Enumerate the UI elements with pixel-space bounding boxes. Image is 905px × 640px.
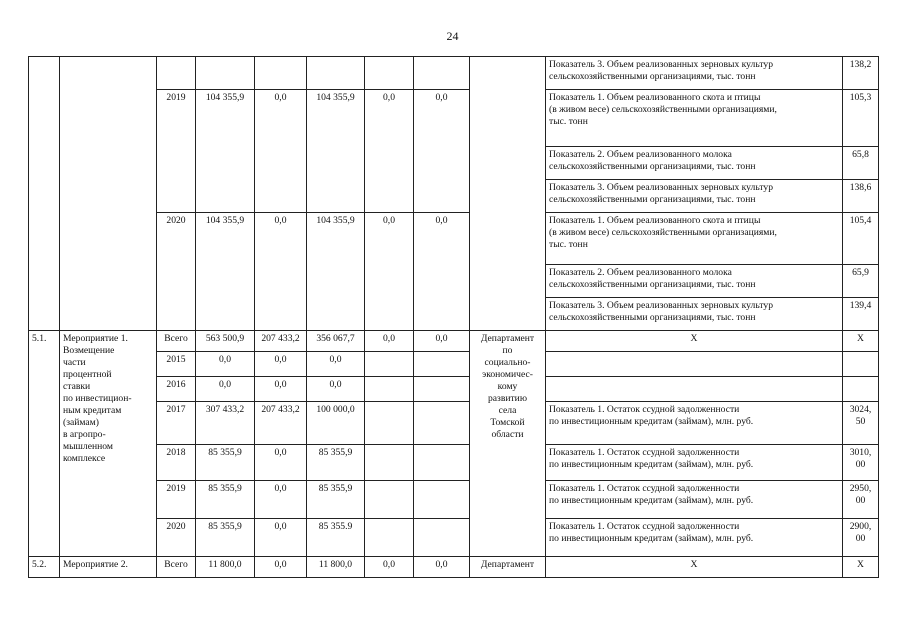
indicator-cell: Показатель 1. Остаток ссудной задолженности по инвестиционным кредитам (займам), млн. руб. (546, 402, 843, 445)
executor-cell: Департамент (470, 557, 546, 578)
loc-cell (365, 481, 414, 519)
total-cell: 85 355,9 (196, 445, 255, 481)
total-cell: 11 800,0 (196, 557, 255, 578)
num-cell (29, 57, 60, 331)
reg-cell: 85 355,9 (307, 481, 365, 519)
indicator-cell: Показатель 1. Остаток ссудной задолженности по инвестиционным кредитам (займам), млн. руб. (546, 519, 843, 557)
reg-cell: 11 800,0 (307, 557, 365, 578)
indicator-cell: Показатель 3. Объем реализованных зерновых культур сельскохозяйственными организациями, тыс. тонн (546, 180, 843, 213)
ext-cell: 0,0 (414, 213, 470, 331)
loc-cell: 0,0 (365, 557, 414, 578)
value-cell: 65,8 (843, 147, 879, 180)
measure-number: 5.2. (29, 557, 60, 578)
value-cell: 138,6 (843, 180, 879, 213)
indicator-cell: Показатель 1. Остаток ссудной задолженности по инвестиционным кредитам (займам), млн. руб. (546, 445, 843, 481)
year-cell: 2020 (157, 213, 196, 331)
total-cell: 85 355,9 (196, 519, 255, 557)
indicator-cell (546, 352, 843, 377)
total-cell: 0,0 (196, 352, 255, 377)
ext-cell (414, 352, 470, 377)
reg-cell: 104 355,9 (307, 90, 365, 213)
measure-name: Мероприятие 1. Возмещение части процентной ставки по инвестицион- ным кредитам (займам) в агропро- мышленном комплексе (60, 331, 157, 557)
reg-cell: 100 000,0 (307, 402, 365, 445)
value-cell: 2950, 00 (843, 481, 879, 519)
indicator-cell (546, 377, 843, 402)
loc-cell (365, 402, 414, 445)
year-cell (157, 57, 196, 90)
indicator-cell: Показатель 2. Объем реализованного молока сельскохозяйственными организациями, тыс. тонн (546, 147, 843, 180)
loc-cell: 0,0 (365, 213, 414, 331)
total-cell (196, 57, 255, 90)
total-cell: 85 355,9 (196, 481, 255, 519)
reg-cell: 85 355,9 (307, 445, 365, 481)
indicator-cell: Показатель 1. Объем реализованного скота и птицы (в живом весе) сельскохозяйственными организациями, тыс. тонн (546, 213, 843, 265)
loc-cell (365, 377, 414, 402)
indicator-cell: Х (546, 557, 843, 578)
year-cell: 2019 (157, 481, 196, 519)
reg-cell (307, 57, 365, 90)
fed-cell: 0,0 (255, 445, 307, 481)
ext-cell (414, 519, 470, 557)
year-cell: 2019 (157, 90, 196, 213)
loc-cell (365, 57, 414, 90)
value-cell: 139,4 (843, 298, 879, 331)
reg-cell: 0,0 (307, 377, 365, 402)
reg-cell: 85 355.9 (307, 519, 365, 557)
measure-name: Мероприятие 2. (60, 557, 157, 578)
executor-cell: Департамент по социально- экономичес- кому развитию села Томской области (470, 331, 546, 557)
page-number: 24 (446, 29, 459, 43)
executor-cell (470, 57, 546, 331)
year-cell: 2018 (157, 445, 196, 481)
indicator-cell: Х (546, 331, 843, 352)
ext-cell: 0,0 (414, 557, 470, 578)
fed-cell: 0,0 (255, 519, 307, 557)
fed-cell: 0,0 (255, 557, 307, 578)
program-table (28, 56, 879, 578)
year-cell: Всего (157, 557, 196, 578)
name-cell (60, 57, 157, 331)
fed-cell: 0,0 (255, 377, 307, 402)
total-cell: 104 355,9 (196, 90, 255, 213)
total-cell: 563 500,9 (196, 331, 255, 352)
total-cell: 0,0 (196, 377, 255, 402)
value-cell: Х (843, 557, 879, 578)
ext-cell (414, 57, 470, 90)
indicator-cell: Показатель 3. Объем реализованных зерновых культур сельскохозяйственными организациями, тыс. тонн (546, 57, 843, 90)
year-cell: Всего (157, 331, 196, 352)
total-cell: 307 433,2 (196, 402, 255, 445)
value-cell: 105,4 (843, 213, 879, 265)
loc-cell (365, 519, 414, 557)
loc-cell (365, 445, 414, 481)
fed-cell: 0,0 (255, 352, 307, 377)
year-cell: 2017 (157, 402, 196, 445)
value-cell (843, 352, 879, 377)
year-cell: 2015 (157, 352, 196, 377)
ext-cell (414, 377, 470, 402)
loc-cell: 0,0 (365, 90, 414, 213)
loc-cell: 0,0 (365, 331, 414, 352)
value-cell: 3010, 00 (843, 445, 879, 481)
ext-cell: 0,0 (414, 331, 470, 352)
value-cell: 65,9 (843, 265, 879, 298)
indicator-cell: Показатель 1. Остаток ссудной задолженности по инвестиционным кредитам (займам), млн. руб. (546, 481, 843, 519)
indicator-cell: Показатель 2. Объем реализованного молока сельскохозяйственными организациями, тыс. тонн (546, 265, 843, 298)
loc-cell (365, 352, 414, 377)
fed-cell: 0,0 (255, 213, 307, 331)
reg-cell: 356 067,7 (307, 331, 365, 352)
indicator-cell: Показатель 3. Объем реализованных зерновых культур сельскохозяйственными организациями, тыс. тонн (546, 298, 843, 331)
value-cell: 138,2 (843, 57, 879, 90)
fed-cell: 0,0 (255, 481, 307, 519)
total-cell: 104 355,9 (196, 213, 255, 331)
value-cell: 3024, 50 (843, 402, 879, 445)
year-cell: 2020 (157, 519, 196, 557)
value-cell (843, 377, 879, 402)
measure-number: 5.1. (29, 331, 60, 557)
indicator-cell: Показатель 1. Объем реализованного скота и птицы (в живом весе) сельскохозяйственными организациями, тыс. тонн (546, 90, 843, 147)
fed-cell (255, 57, 307, 90)
year-cell: 2016 (157, 377, 196, 402)
reg-cell: 104 355,9 (307, 213, 365, 331)
fed-cell: 0,0 (255, 90, 307, 213)
fed-cell: 207 433,2 (255, 402, 307, 445)
ext-cell (414, 402, 470, 445)
value-cell: 2900, 00 (843, 519, 879, 557)
ext-cell: 0,0 (414, 90, 470, 213)
fed-cell: 207 433,2 (255, 331, 307, 352)
reg-cell: 0,0 (307, 352, 365, 377)
ext-cell (414, 445, 470, 481)
ext-cell (414, 481, 470, 519)
value-cell: Х (843, 331, 879, 352)
value-cell: 105,3 (843, 90, 879, 147)
